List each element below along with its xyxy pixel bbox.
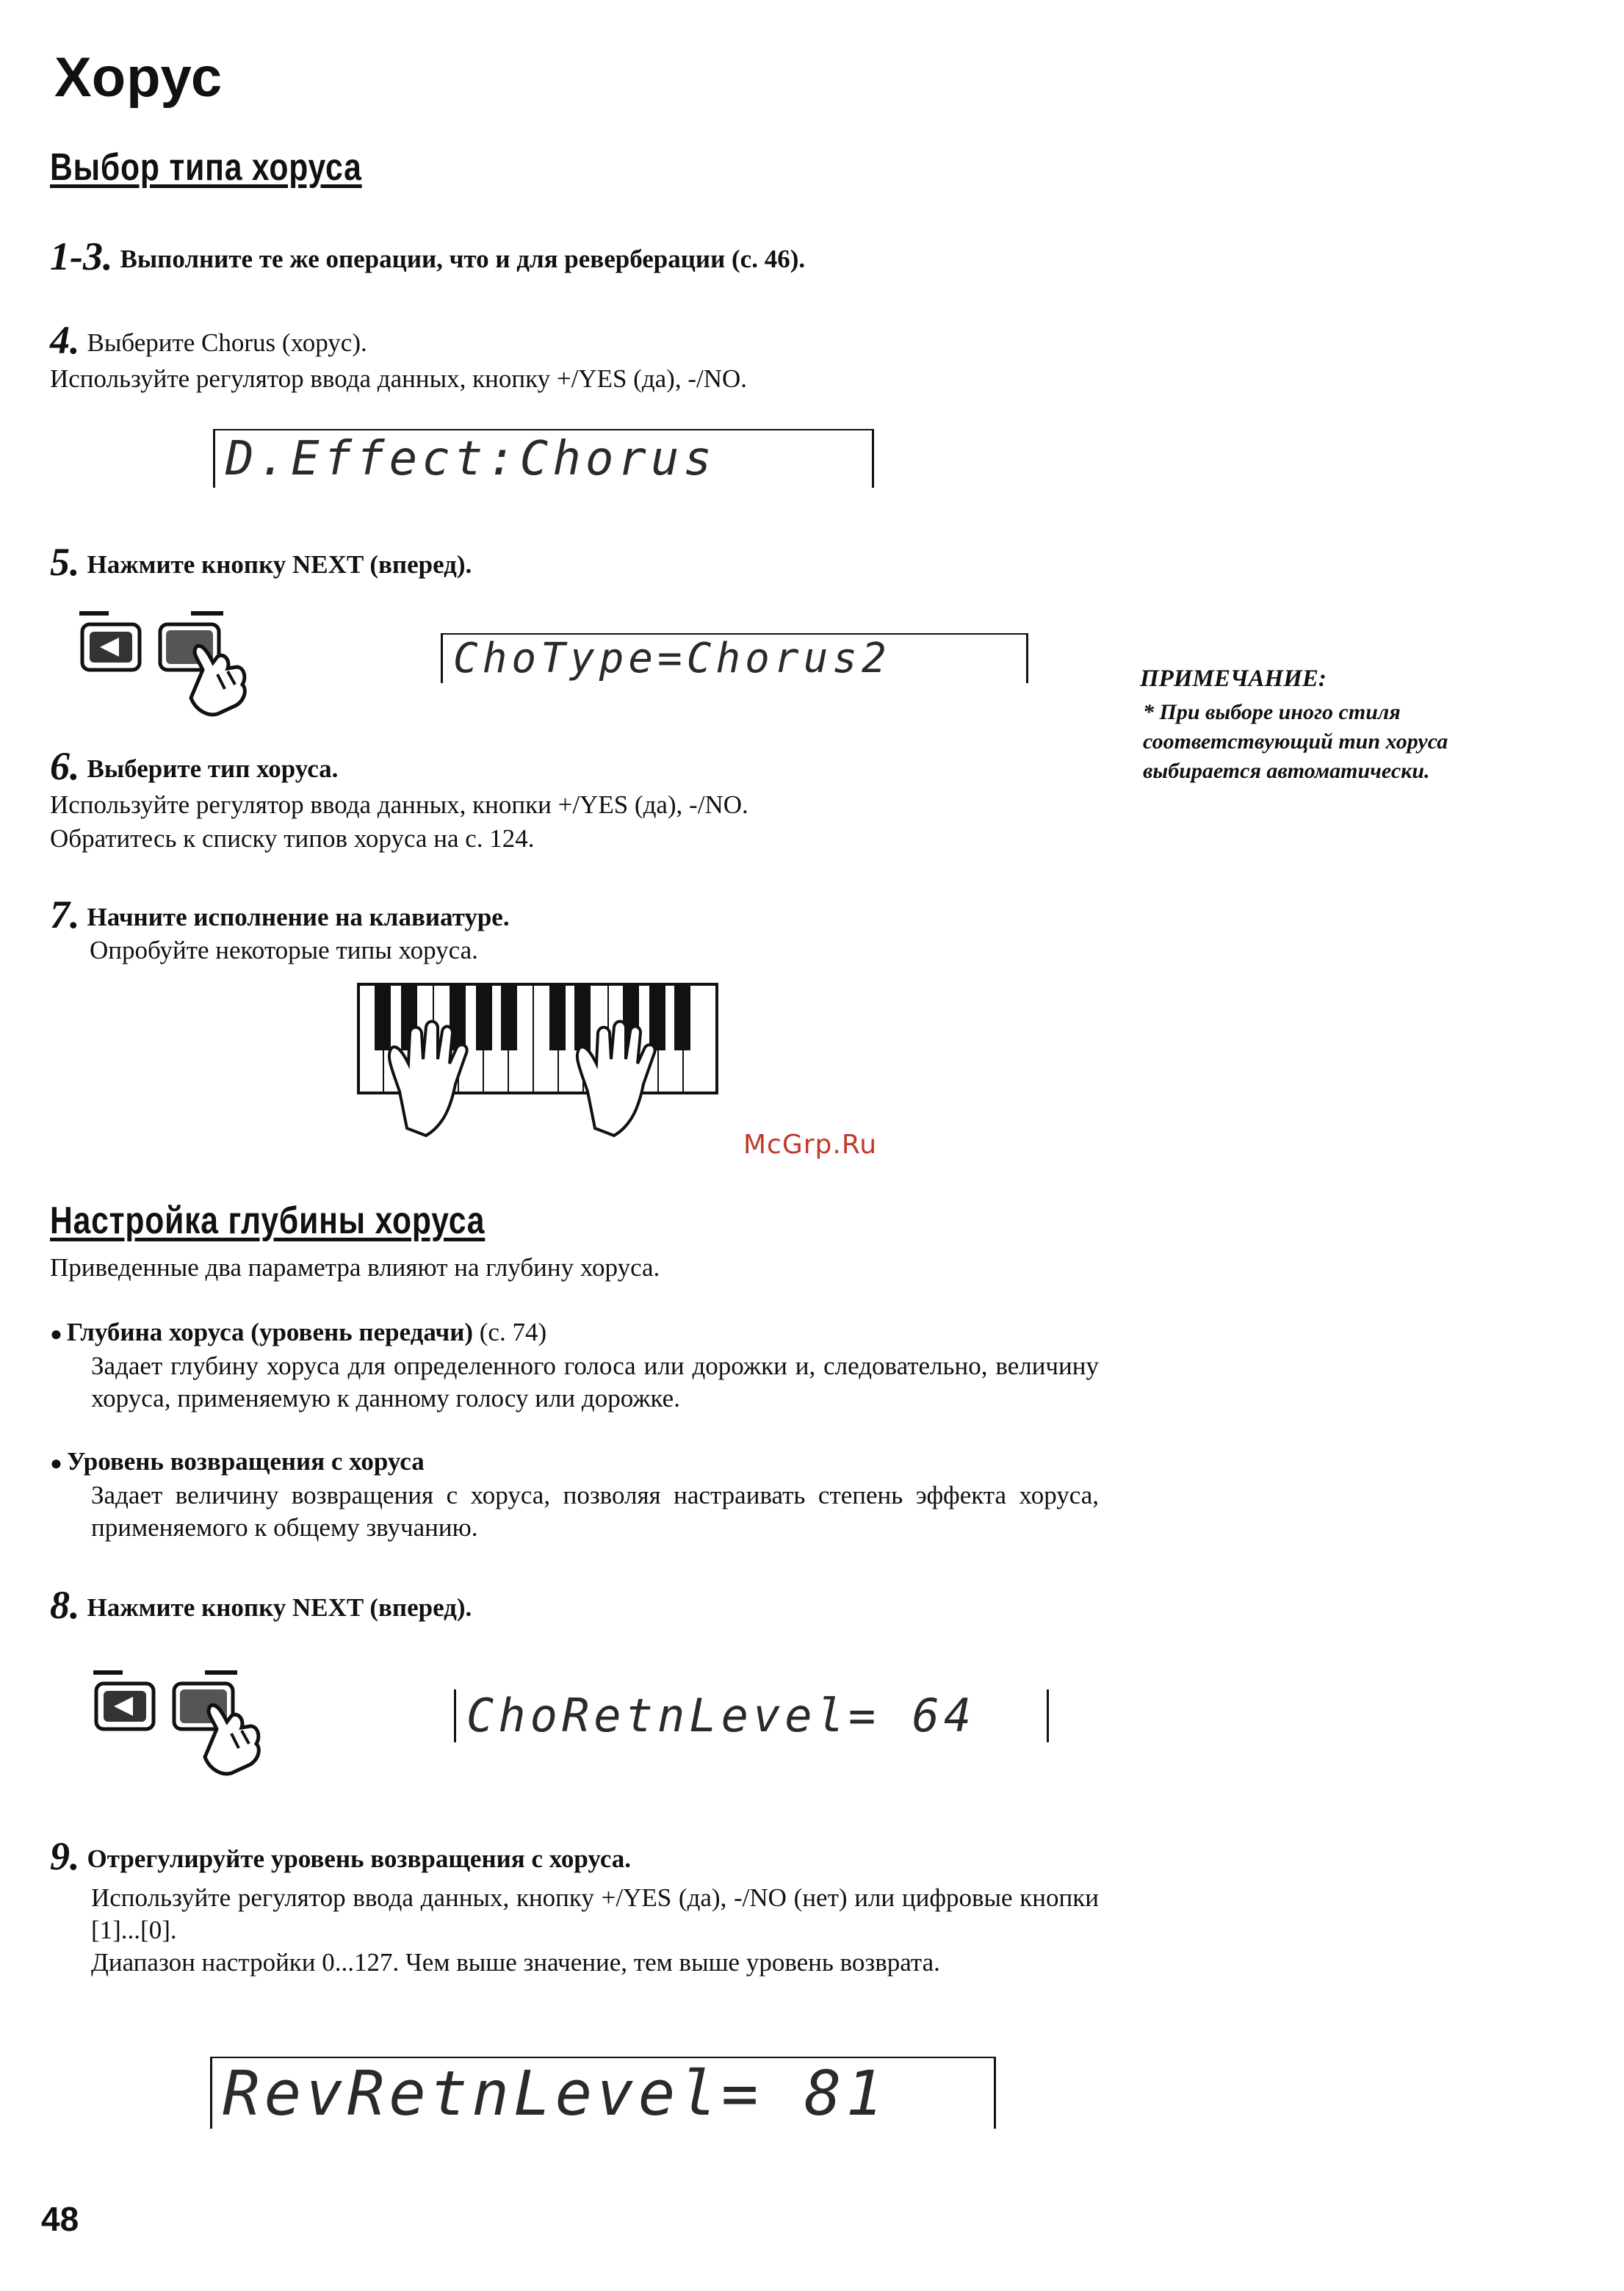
bullet-title: Уровень возвращения с хоруса	[66, 1447, 425, 1476]
step-number: 7.	[50, 892, 80, 937]
lcd-display-effect: D.Effect:Chorus	[213, 429, 874, 488]
step-6	[50, 743, 338, 789]
step-title: Выберите Chorus (хорус).	[87, 328, 367, 357]
bullet-return-level	[50, 1446, 425, 1480]
step-6-reference: Обратитесь к списку типов хоруса на с. 124.	[50, 824, 535, 853]
step-4	[50, 317, 367, 363]
note-text-content: При выборе иного стиля соответствующий тип хоруса выбирается автоматически.	[1143, 700, 1448, 783]
step-7	[50, 892, 510, 937]
step-title: Нажмите кнопку NEXT (вперед).	[87, 550, 472, 579]
note-text	[1143, 698, 1466, 786]
press-next-button-icon	[76, 1667, 282, 1778]
section-2-intro: Приведенные два параметра влияют на глубину хоруса.	[50, 1253, 660, 1282]
step-5	[50, 539, 472, 585]
section-heading-chorus-depth: Настройка глубины хоруса	[50, 1199, 486, 1242]
press-next-button-icon	[73, 608, 257, 718]
step-title: Начните исполнение на клавиатуре.	[87, 903, 510, 931]
note-asterisk: *	[1143, 700, 1160, 724]
step-number: 1-3.	[50, 234, 113, 278]
step-title: Отрегулируйте уровень возвращения с хоруса.	[87, 1844, 632, 1873]
step-1-3	[50, 234, 805, 279]
bullet-send-level-text: Задает глубину хоруса для определенного голоса или дорожки и, следовательно, величину хоруса, применяемую к данному голосу или дорожке.	[91, 1352, 1099, 1413]
next-button-illustration	[76, 1667, 282, 1778]
step-number: 9.	[50, 1834, 80, 1878]
note-heading: ПРИМЕЧАНИЕ:	[1140, 665, 1327, 692]
lcd-display-reverb-return: RevRetnLevel= 81	[210, 2057, 996, 2129]
next-button-illustration	[73, 608, 257, 718]
lcd-display-chorus-return: ChoRetnLevel= 64	[454, 1689, 1049, 1742]
step-9-range: Диапазон настройки 0...127. Чем выше значение, тем выше уровень возврата.	[91, 1948, 940, 1977]
lcd-display-chorus-type: ChoType=Chorus2	[441, 633, 1028, 683]
bullet-return-level-text: Задает величину возвращения с хоруса, позволяя настраивать степень эффекта хоруса, применяемого к общему звучанию.	[91, 1481, 1099, 1542]
bullet-title: Глубина хоруса (уровень передачи)	[66, 1318, 474, 1346]
watermark: McGrp.Ru	[743, 1130, 878, 1160]
step-6-instruction: Используйте регулятор ввода данных, кнопки +/YES (да), -/NO.	[50, 790, 748, 819]
bullet-icon: ●	[50, 1452, 62, 1475]
step-title: Выполните те же операции, что и для реверберации (с. 46).	[120, 245, 806, 273]
step-title: Выберите тип хоруса.	[87, 754, 339, 783]
step-9-instruction: Используйте регулятор ввода данных, кнопку +/YES (да), -/NO (нет) или цифровые кнопки [1]...[0].	[91, 1883, 1099, 1944]
step-9	[50, 1833, 631, 1879]
step-number: 6.	[50, 744, 80, 788]
bullet-icon: ●	[50, 1323, 62, 1346]
keyboard-hands-icon	[356, 981, 723, 1147]
keyboard-illustration	[356, 981, 723, 1147]
step-4-instruction: Используйте регулятор ввода данных, кнопку +/YES (да), -/NO.	[50, 364, 748, 393]
step-8	[50, 1582, 472, 1628]
step-title: Нажмите кнопку NEXT (вперед).	[87, 1593, 472, 1622]
step-number: 5.	[50, 540, 80, 584]
bullet-send-level	[50, 1316, 546, 1351]
section-heading-chorus-type: Выбор типа хоруса	[50, 146, 362, 189]
bullet-page-ref: (с. 74)	[479, 1318, 547, 1346]
page-title: Хорус	[54, 46, 223, 109]
step-number: 8.	[50, 1583, 80, 1627]
page-number: 48	[41, 2200, 79, 2238]
step-7-instruction: Опробуйте некоторые типы хоруса.	[90, 936, 478, 964]
step-number: 4.	[50, 318, 80, 362]
